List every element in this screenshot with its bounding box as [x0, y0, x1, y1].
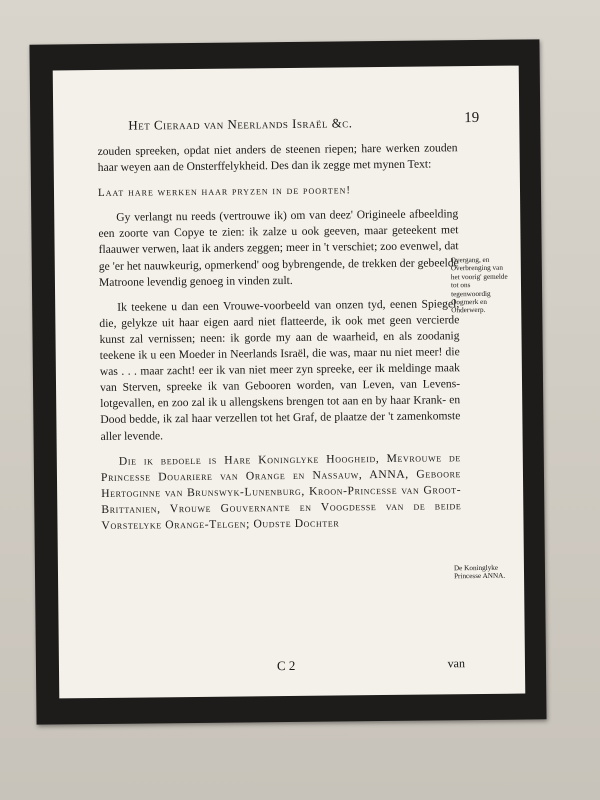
signature-mark: C 2	[276, 657, 296, 674]
catchword: van	[447, 656, 466, 671]
page-number: 19	[464, 109, 480, 127]
marginal-note-transition: Overgang, en Overbrenging van het voorig' gemelde tot ons tegenwoordig Oogmerk en Onderwerp.	[450, 255, 508, 315]
text-quote: Laat hare werken haar pryzen in de poorten!	[97, 184, 352, 200]
marginal-note-princess: De Koninglyke Princesse ANNA.	[453, 563, 506, 581]
paragraph-3: Ik teekene u dan een Vrouwe-voorbeeld van onzen tyd, eenen Spiegel, die, gelykze uit haar eigen aard niet flatteerde, ik ook met geen vercierde kunst zal vernissen; neen: ik gorde my aan de waarheid, en als zoodanig teekene ik u een Moeder in Neerlands Israël, die was, maar nu niet meer! die was . . . maar zacht! eer ik van niet meer zyn spreeke, eer ik meldinge maak van Sterven, spreeke ik van Gebooren worden, van Leven, van Levens-lotgevallen, en zoo zal ik u allengskens brengen tot aan en by haar Krank- en Dood bedde, ik zal haar verzellen tot het Graf, de plaatze der 't zamenkomste aller levende.	[99, 296, 461, 443]
paragraph-2: Gy verlangt nu reeds (vertrouwe ik) om van deez' Origineele afbeelding een zoorte van Copye te zien: ik zalze u ook geeven, maar geteekent met flaauwer verwen, laat ik anders zeggen; meer in 't verschiet; zoo evenwel, dat ge 'er het nauwkeurig, opmerkend' oog bybrengende, de trekken der gebeelde Matroone levendig genoeg in vinden zult.	[98, 207, 459, 289]
mourning-border	[29, 39, 546, 724]
paragraph-4: Die ik bedoele is Hare Koninglyke Hoogheid, Mevrouwe de Princesse Douariere van Orange en Nassauw, ANNA, Geboore Hertoginne van Brunswyk-Lunenburg, Kroon-Princesse van Groot-Brittanien, Vrouwe Gouvernante en Voogdesse van de beide Vorstelyke Orange-Telgen; Oudste Dochter	[100, 450, 462, 532]
body-text	[97, 140, 461, 543]
book-page	[53, 66, 526, 699]
running-head: Het Cieraad van Neerlands Israël &c.	[128, 115, 353, 133]
paragraph-1: zouden spreeken, opdat niet anders de steenen riepen; hare werken zouden haar weyen aan de Onsterffelykheid. Des dan ik zegge met mynen Text:	[97, 141, 458, 175]
